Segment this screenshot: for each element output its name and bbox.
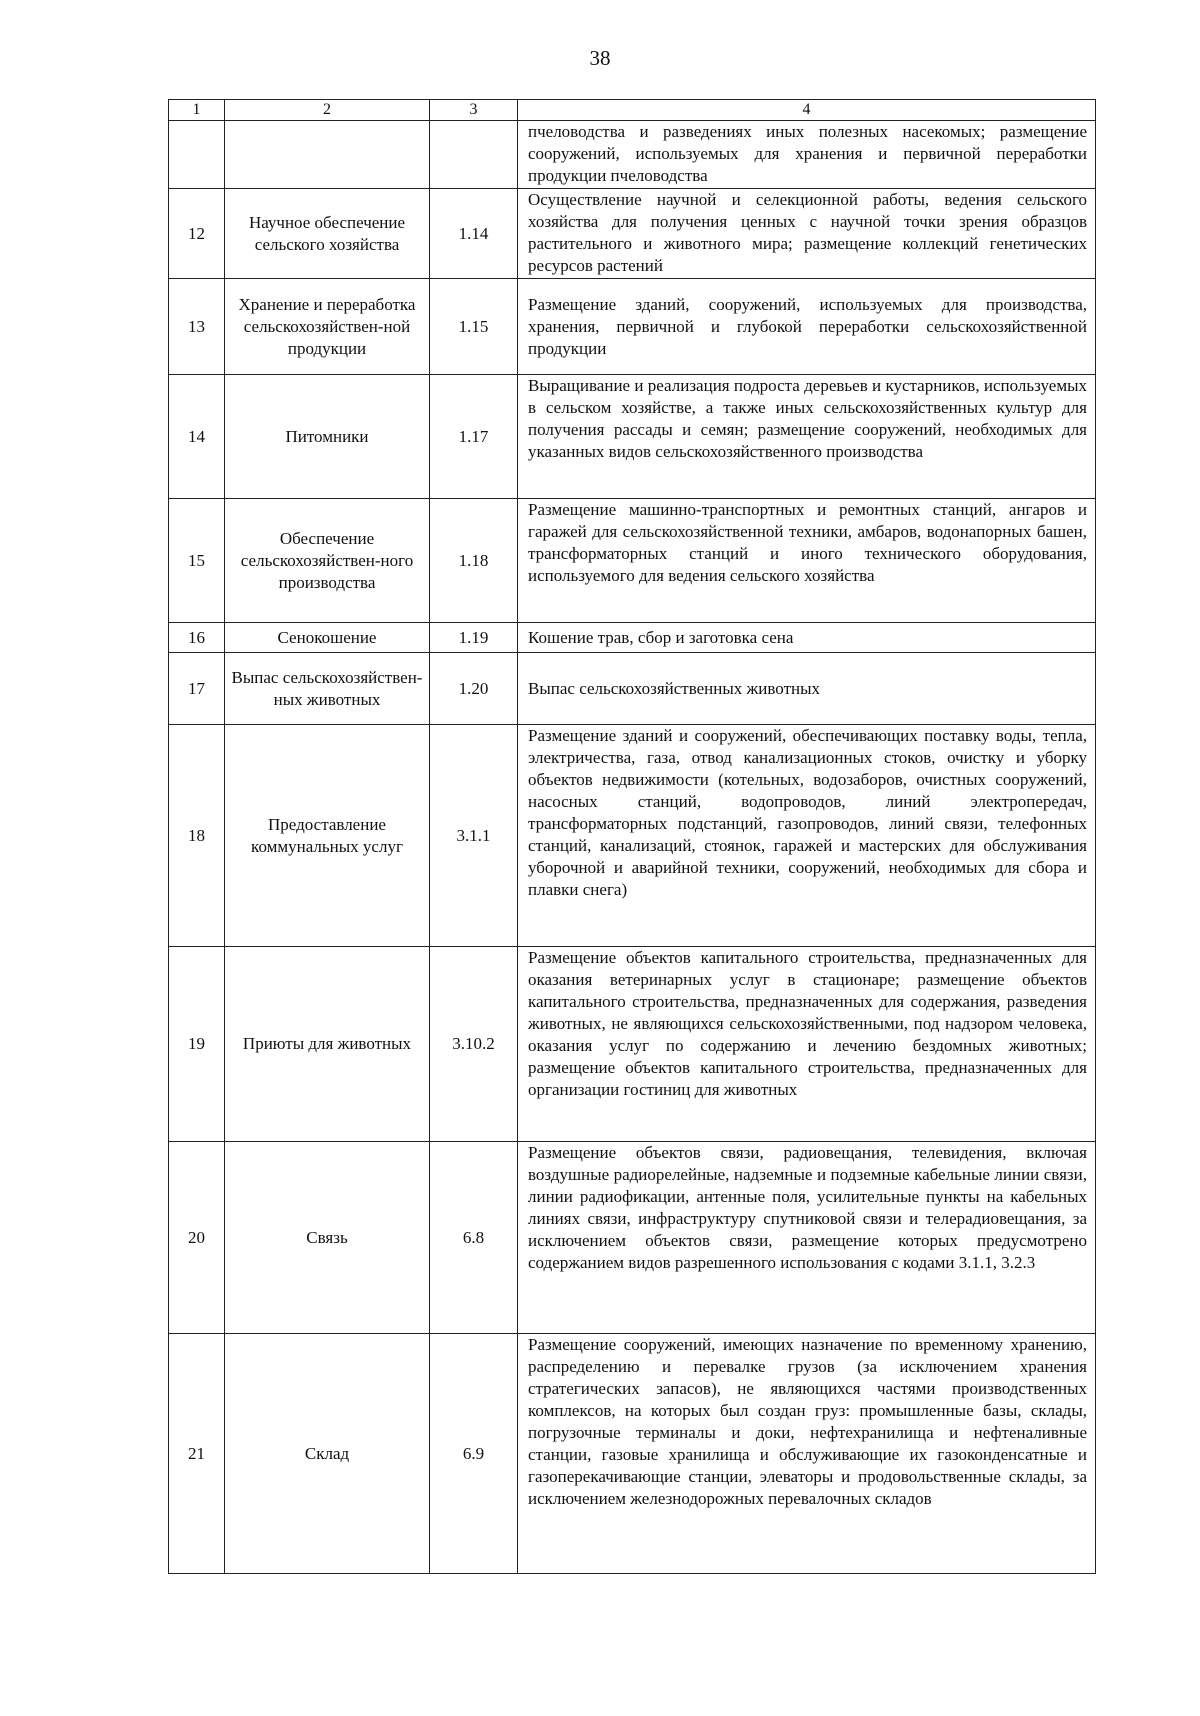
- land-use-name: [225, 121, 430, 189]
- land-use-description: Кошение трав, сбор и заготовка сена: [518, 623, 1096, 653]
- land-use-name: Связь: [225, 1142, 430, 1334]
- land-use-code: [430, 121, 518, 189]
- table-row: [169, 189, 1096, 279]
- row-number: 17: [169, 653, 225, 725]
- land-use-name: Сенокошение: [225, 623, 430, 653]
- table-row: [169, 499, 1096, 623]
- land-use-description: Размещение сооружений, имеющих назначение по временному хранению, распределению и перевалке грузов (за исключением хранения стратегических запасов), не являющихся частями производственных комплексов, на которых был создан груз: промышленные базы, склады, погрузочные терминалы и доки, нефтехранилища и нефтеналивные станции, газовые хранилища и обслуживающие их газоконденсатные и газоперекачивающие станции, элеваторы и продовольственные склады, за исключением железнодорожных перевалочных складов: [518, 1334, 1096, 1574]
- land-use-name: Склад: [225, 1334, 430, 1574]
- land-use-description: Размещение объектов связи, радиовещания, телевидения, включая воздушные радиорелейные, надземные и подземные кабельные линии связи, линии радиофикации, антенные поля, усилительные пункты на кабельных линиях связи, инфраструктуру спутниковой связи и телерадиовещания, за исключением объектов связи, размещение которых предусмотрено содержанием видов разрешенного использования с кодами 3.1.1, 3.2.3: [518, 1142, 1096, 1334]
- land-use-name: Научное обеспечение сельского хозяйства: [225, 189, 430, 279]
- row-number: 15: [169, 499, 225, 623]
- row-number: 14: [169, 375, 225, 499]
- table-row: [169, 725, 1096, 947]
- land-use-description: Размещение объектов капитального строительства, предназначенных для оказания ветеринарных услуг в стационаре; размещение объектов капитального строительства, предназначенных для содержания, разведения животных, не являющихся сельскохозяйственными, под надзором человека, оказания услуг по содержанию и лечению бездомных животных; размещение объектов капитального строительства, предназначенных для организации гостиниц для животных: [518, 947, 1096, 1142]
- land-use-code: 1.19: [430, 623, 518, 653]
- land-use-description: Выращивание и реализация подроста деревьев и кустарников, используемых в сельском хозяйстве, а также иных сельскохозяйственных культур для получения рассады и семян; размещение сооружений, необходимых для указанных видов сельскохозяйственного производства: [518, 375, 1096, 499]
- table-row: [169, 279, 1096, 375]
- land-use-description: пчеловодства и разведениях иных полезных насекомых; размещение сооружений, используемых для хранения и первичной переработки продукции пчеловодства: [518, 121, 1096, 189]
- land-use-name: Выпас сельскохозяйствен-ных животных: [225, 653, 430, 725]
- row-number: 21: [169, 1334, 225, 1574]
- land-use-table: [168, 99, 1096, 1574]
- column-header-1: 1: [169, 100, 225, 121]
- land-use-description: Размещение зданий и сооружений, обеспечивающих поставку воды, тепла, электричества, газа, отвод канализационных стоков, очистку и уборку объектов недвижимости (котельных, водозаборов, очистных сооружений, насосных станций, водопроводов, линий электропередач, трансформаторных подстанций, газопроводов, линий связи, телефонных станций, канализаций, стоянок, гаражей и мастерских для обслуживания уборочной и аварийной техники, сооружений, необходимых для сбора и плавки снега): [518, 725, 1096, 947]
- column-header-4: 4: [518, 100, 1096, 121]
- row-number: [169, 121, 225, 189]
- land-use-name: Хранение и переработка сельскохозяйствен-ной продукции: [225, 279, 430, 375]
- land-use-code: 1.17: [430, 375, 518, 499]
- row-number: 12: [169, 189, 225, 279]
- table-row: [169, 375, 1096, 499]
- land-use-code: 1.15: [430, 279, 518, 375]
- row-number: 16: [169, 623, 225, 653]
- land-use-code: 6.8: [430, 1142, 518, 1334]
- table-row: [169, 1334, 1096, 1574]
- land-use-description: Размещение зданий, сооружений, используемых для производства, хранения, первичной и глубокой переработки сельскохозяйственной продукции: [518, 279, 1096, 375]
- column-header-3: 3: [430, 100, 518, 121]
- land-use-name: Предоставление коммунальных услуг: [225, 725, 430, 947]
- land-use-name: Приюты для животных: [225, 947, 430, 1142]
- land-use-code: 3.1.1: [430, 725, 518, 947]
- row-number: 19: [169, 947, 225, 1142]
- column-header-2: 2: [225, 100, 430, 121]
- table-row: [169, 947, 1096, 1142]
- land-use-name: Питомники: [225, 375, 430, 499]
- row-number: 18: [169, 725, 225, 947]
- land-use-description: Размещение машинно-транспортных и ремонтных станций, ангаров и гаражей для сельскохозяйственной техники, амбаров, водонапорных башен, трансформаторных станций и иного технического оборудования, используемого для ведения сельского хозяйства: [518, 499, 1096, 623]
- table-row: [169, 1142, 1096, 1334]
- land-use-code: 3.10.2: [430, 947, 518, 1142]
- table-row: [169, 623, 1096, 653]
- page-number: 38: [589, 46, 611, 70]
- land-use-description: Осуществление научной и селекционной работы, ведения сельского хозяйства для получения ценных с научной точки зрения образцов растительного и животного мира; размещение коллекций генетических ресурсов растений: [518, 189, 1096, 279]
- row-number: 20: [169, 1142, 225, 1334]
- land-use-description: Выпас сельскохозяйственных животных: [518, 653, 1096, 725]
- table-header-row: [169, 100, 1096, 121]
- land-use-code: 6.9: [430, 1334, 518, 1574]
- land-use-name: Обеспечение сельскохозяйствен-ного производства: [225, 499, 430, 623]
- land-use-code: 1.20: [430, 653, 518, 725]
- table-row: [169, 653, 1096, 725]
- row-number: 13: [169, 279, 225, 375]
- land-use-code: 1.14: [430, 189, 518, 279]
- land-use-code: 1.18: [430, 499, 518, 623]
- table-row-continuation: [169, 121, 1096, 189]
